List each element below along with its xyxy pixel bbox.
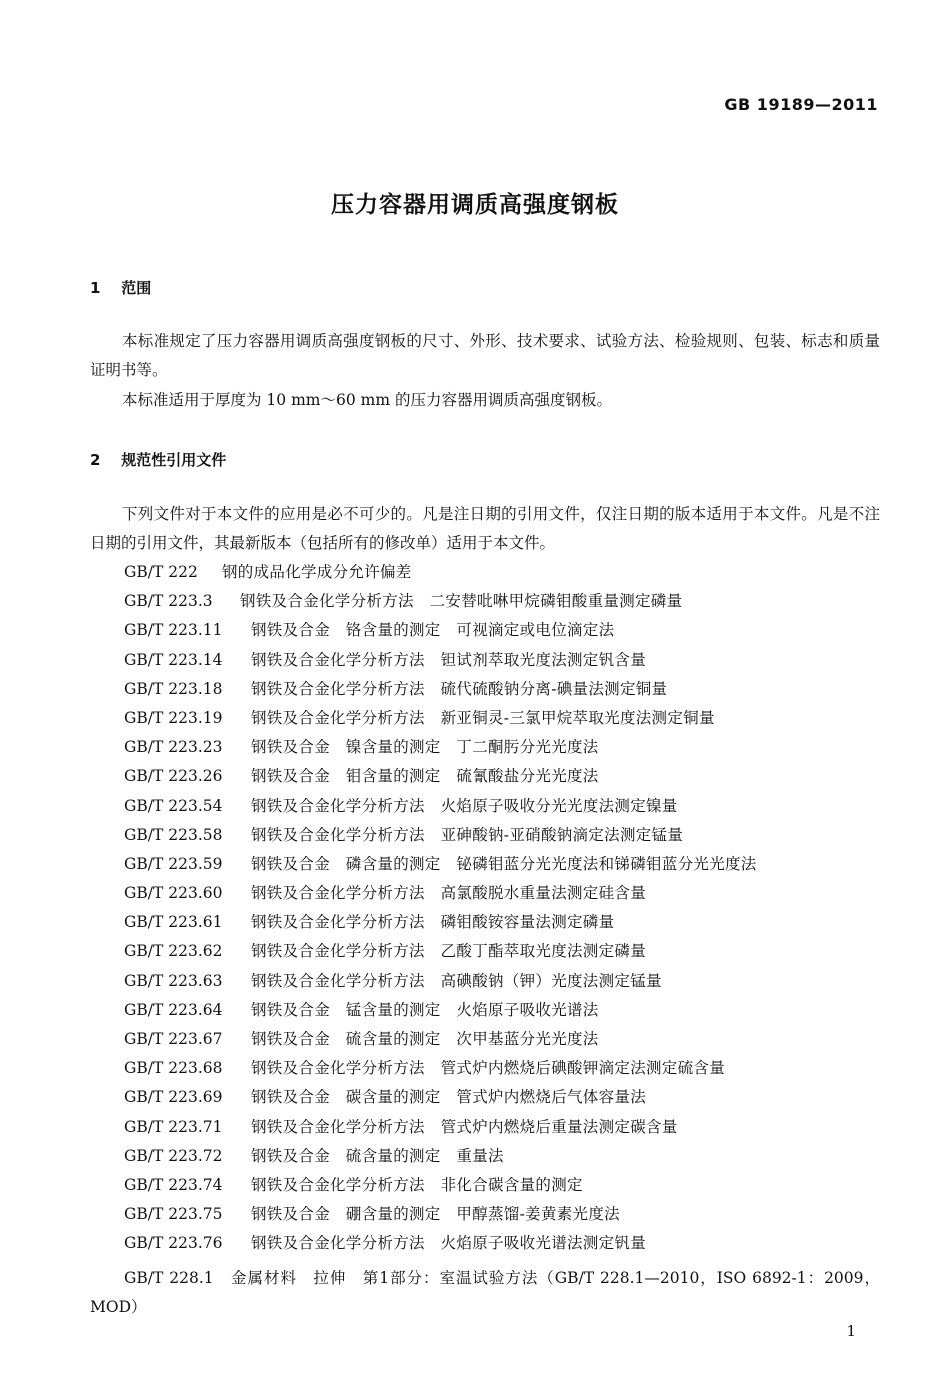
- section-1-heading: [90, 277, 151, 298]
- reference-code: GB/T 223.58: [124, 825, 223, 844]
- reference-code: GB/T 223.62: [124, 942, 223, 961]
- section-number: 2: [90, 451, 101, 469]
- reference-code: GB/T 223.59: [124, 854, 223, 873]
- reference-title: 钢铁及合金化学分析方法 新亚铜灵-三氯甲烷萃取光度法测定铜量: [251, 708, 715, 727]
- page-number: 1: [846, 1322, 856, 1340]
- reference-code: GB/T 223.67: [124, 1030, 223, 1048]
- reference-item: [0, 908, 950, 937]
- reference-code: GB/T 223.75: [124, 1205, 223, 1224]
- reference-code: GB/T 223.71: [124, 1117, 223, 1136]
- reference-title: 钢铁及合金化学分析方法 高氯酸脱水重量法测定硅含量: [251, 884, 647, 903]
- reference-code: GB/T 223.11: [124, 621, 223, 640]
- reference-item: [0, 675, 950, 704]
- reference-item: [0, 1142, 950, 1171]
- reference-item: [0, 558, 950, 587]
- reference-item-wrapped: GB/T 228.1 金属材料 拉伸 第1部分：室温试验方法（GB/T 228.1—2010，ISO 6892-1：2009，MOD）: [90, 1269, 880, 1316]
- reference-code: GB/T 223.76: [124, 1234, 223, 1253]
- reference-item: [0, 1054, 950, 1083]
- reference-item: [0, 1229, 950, 1258]
- section-number: 1: [90, 279, 101, 297]
- section-title: 规范性引用文件: [121, 451, 227, 469]
- section-title: 范围: [121, 279, 152, 297]
- section-1-paragraph-1: 本标准规定了压力容器用调质高强度钢板的尺寸、外形、技术要求、试验方法、检验规则、包装、标志和质量证明书等。: [90, 332, 880, 379]
- reference-item: [0, 762, 950, 791]
- reference-code: GB/T 223.60: [124, 884, 223, 903]
- reference-title: 钢铁及合金 镍含量的测定 丁二酮肟分光光度法: [251, 738, 599, 757]
- reference-item: [0, 1025, 950, 1054]
- reference-title: 钢的成品化学成分允许偏差: [222, 563, 412, 581]
- reference-title: 钢铁及合金 锰含量的测定 火焰原子吸收光谱法: [251, 1000, 599, 1019]
- reference-item: [0, 646, 950, 675]
- reference-title: 钢铁及合金化学分析方法 火焰原子吸收光谱法测定钒量: [251, 1234, 647, 1253]
- reference-title: 钢铁及合金 硼含量的测定 甲醇蒸馏-姜黄素光度法: [251, 1205, 620, 1224]
- reference-title: 钢铁及合金 磷含量的测定 铋磷钼蓝分光光度法和锑磷钼蓝分光光度法: [251, 854, 757, 873]
- reference-code: GB/T 222: [124, 563, 198, 581]
- reference-title: 钢铁及合金化学分析方法 管式炉内燃烧后重量法测定碳含量: [251, 1117, 678, 1136]
- reference-title: 钢铁及合金 钼含量的测定 硫氰酸盐分光光度法: [251, 767, 599, 786]
- normative-reference-list: [0, 558, 950, 1259]
- section-2-paragraph-1: 下列文件对于本文件的应用是必不可少的。凡是注日期的引用文件，仅注日期的版本适用于本文件。凡是不注日期的引用文件，其最新版本（包括所有的修改单）适用于本文件。: [90, 505, 880, 552]
- reference-code: GB/T 223.64: [124, 1000, 223, 1019]
- reference-title: 钢铁及合金 硫含量的测定 次甲基蓝分光光度法: [251, 1030, 599, 1048]
- reference-title: 钢铁及合金化学分析方法 管式炉内燃烧后碘酸钾滴定法测定硫含量: [251, 1059, 726, 1078]
- reference-code: GB/T 223.19: [124, 708, 223, 727]
- reference-code: GB/T 223.68: [124, 1059, 223, 1078]
- reference-title: 钢铁及合金 硫含量的测定 重量法: [251, 1146, 504, 1165]
- reference-item: [0, 850, 950, 879]
- reference-title: 钢铁及合金化学分析方法 乙酸丁酯萃取光度法测定磷量: [251, 942, 647, 961]
- reference-item: [0, 587, 950, 616]
- reference-code: GB/T 223.74: [124, 1175, 223, 1194]
- section-2-heading: [90, 449, 226, 470]
- reference-code: GB/T 223.14: [124, 650, 223, 669]
- reference-title: 钢铁及合金 铬含量的测定 可视滴定或电位滴定法: [251, 621, 615, 640]
- reference-item: [0, 1171, 950, 1200]
- reference-item: [0, 1200, 950, 1229]
- reference-title: 钢铁及合金化学分析方法 非化合碳含量的测定: [251, 1175, 583, 1194]
- reference-item: [0, 821, 950, 850]
- reference-title: 钢铁及合金 碳含量的测定 管式炉内燃烧后气体容量法: [251, 1088, 647, 1107]
- reference-item: [0, 879, 950, 908]
- reference-item: [0, 616, 950, 645]
- reference-item: [0, 704, 950, 733]
- reference-title: 钢铁及合金化学分析方法 亚砷酸钠-亚硝酸钠滴定法测定锰量: [251, 825, 684, 844]
- reference-code: GB/T 223.63: [124, 971, 223, 990]
- reference-code: GB/T 223.23: [124, 738, 223, 757]
- reference-title: 钢铁及合金化学分析方法 硫代硫酸钠分离-碘量法测定铜量: [251, 679, 668, 698]
- reference-title: 钢铁及合金化学分析方法 火焰原子吸收分光光度法测定镍量: [251, 796, 678, 815]
- reference-item: [0, 967, 950, 996]
- reference-item: [0, 937, 950, 966]
- section-1-paragraph-2: 本标准适用于厚度为 10 mm～60 mm 的压力容器用调质高强度钢板。: [122, 391, 612, 409]
- reference-code: GB/T 223.54: [124, 796, 223, 815]
- reference-item: [0, 996, 950, 1025]
- reference-code: GB/T 223.61: [124, 913, 223, 932]
- reference-code: GB/T 223.18: [124, 679, 223, 698]
- reference-code: GB/T 223.26: [124, 767, 223, 786]
- reference-item: [0, 1083, 950, 1112]
- reference-title: 钢铁及合金化学分析方法 高碘酸钠（钾）光度法测定锰量: [251, 971, 662, 990]
- reference-title: 钢铁及合金化学分析方法 钽试剂萃取光度法测定钒含量: [251, 650, 647, 669]
- reference-code: GB/T 223.3: [124, 592, 213, 611]
- reference-item: [0, 1113, 950, 1142]
- reference-title: 钢铁及合金化学分析方法 磷钼酸铵容量法测定磷量: [251, 913, 615, 932]
- reference-title: 钢铁及合金化学分析方法 二安替吡啉甲烷磷钼酸重量测定磷量: [240, 592, 683, 611]
- reference-code: GB/T 223.69: [124, 1088, 223, 1107]
- reference-item: [0, 733, 950, 762]
- reference-code: GB/T 223.72: [124, 1146, 223, 1165]
- reference-item: [0, 792, 950, 821]
- document-title: 压力容器用调质高强度钢板: [331, 192, 619, 218]
- standard-number: GB 19189—2011: [724, 95, 878, 114]
